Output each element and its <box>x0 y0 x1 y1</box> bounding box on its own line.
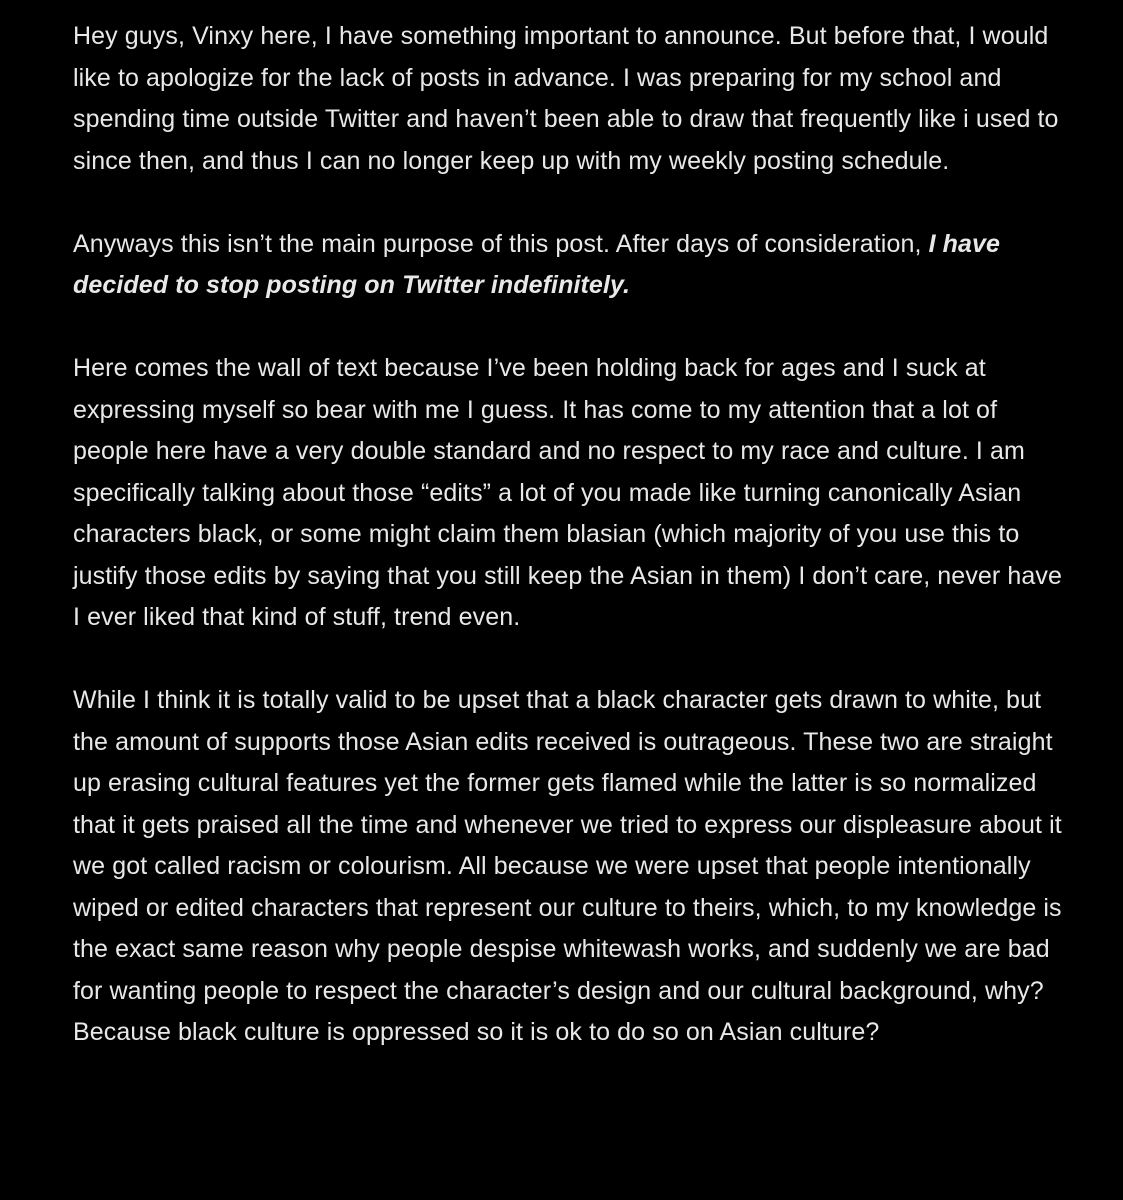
paragraph-text: Hey guys, Vinxy here, I have something important to announce. But before that, I would like to apologize for the lack of posts in advance. I was preparing for my school and spending time outside Twitter and haven’t been able to draw that frequently like i used to since then, and thus I can no longer keep up with my weekly posting schedule. <box>73 22 1059 175</box>
emphasized-statement: I have decided to stop posting on Twitter indefinitely. <box>73 229 1001 299</box>
paragraph-explanation <box>73 348 1073 639</box>
paragraph-announcement <box>73 16 1073 182</box>
paragraph-purpose <box>73 224 1073 307</box>
paragraph-text: While I think it is totally valid to be upset that a black character gets drawn to white, but the amount of supports those Asian edits received is outrageous. These two are straight up erasing cultural features yet the former gets flamed while the latter is so normalized that it gets praised all the time and whenever we tried to express our displeasure about it we got called racism or colourism. All because we were upset that people intentionally wiped or edited characters that represent our culture to theirs, which, to my knowledge is the exact same reason why people despise whitewash works, and suddenly we are bad for wanting people to respect the character’s design and our cultural background, why? Because black culture is oppressed so it is ok to do so on Asian culture? <box>73 686 1062 1046</box>
paragraph-argument <box>73 680 1073 1054</box>
paragraph-text: Anyways this isn’t the main purpose of this post. After days of consideration, <box>73 229 929 258</box>
paragraph-text: Here comes the wall of text because I’ve been holding back for ages and I suck at expressing myself so bear with me I guess. It has come to my attention that a lot of people here have a very double standard and no respect to my race and culture. I am specifically talking about those “edits” a lot of you made like turning canonically Asian characters black, or some might claim them blasian (which majority of you use this to justify those edits by saying that you still keep the Asian in them) I don’t care, never have I ever liked that kind of stuff, trend even. <box>73 354 1062 631</box>
note-body <box>73 16 1073 1095</box>
